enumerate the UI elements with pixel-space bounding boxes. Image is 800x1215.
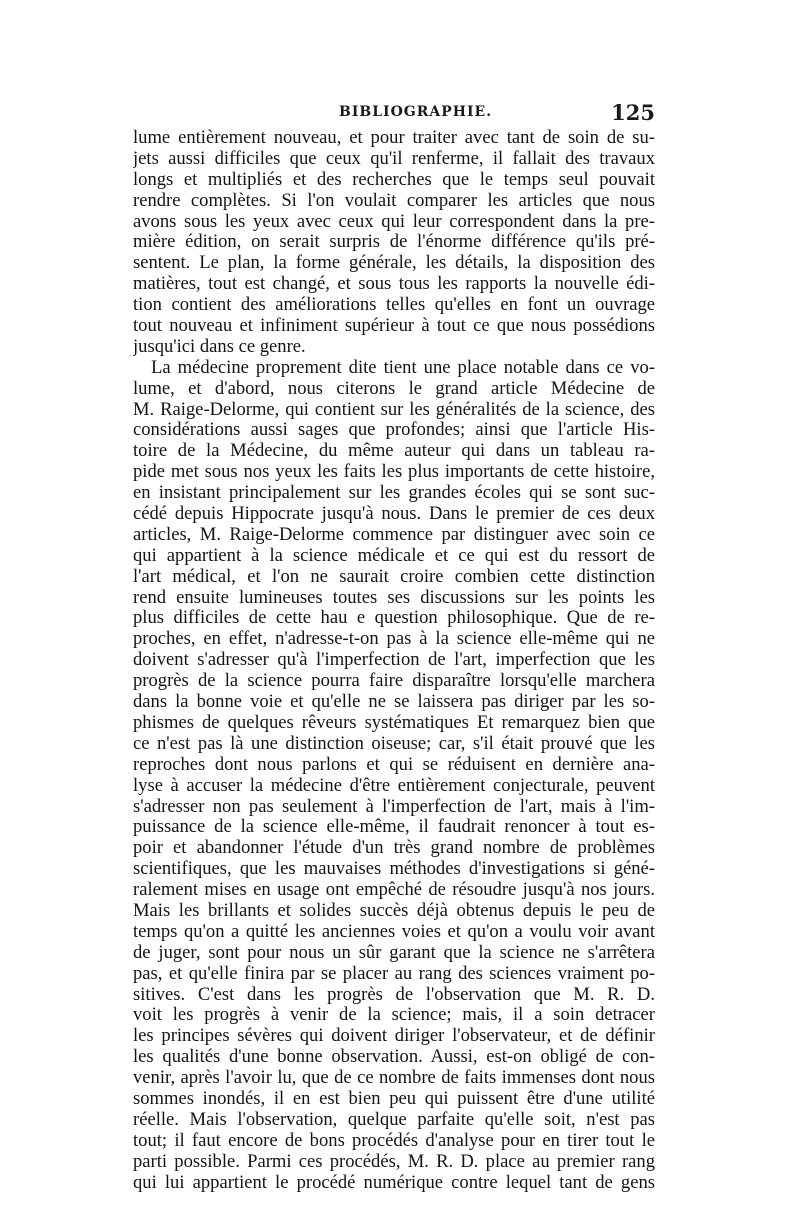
text-line: venir, après l'avoir lu, que de ce nombre de faits immenses dont nous	[133, 1068, 655, 1089]
text-line: qui appartient à la science médicale et ce qui est du ressort de	[133, 545, 655, 566]
text-line: poir et abandonner l'étude d'un très grand nombre de problèmes	[133, 838, 655, 859]
text-line: de juger, sont pour nous un sûr garant que la science ne s'arrêtera	[133, 942, 655, 963]
text-line: plus difficiles de cette hau e question philosophique. Que de re-	[133, 608, 655, 629]
text-line: pas, et qu'elle finira par se placer au rang des sciences vraiment po-	[133, 963, 655, 984]
text-line: jets aussi difficiles que ceux qu'il renferme, il fallait des travaux	[133, 148, 655, 169]
text-line: qui lui appartient le procédé numérique contre lequel tant de gens	[133, 1172, 655, 1193]
text-line: matières, tout est changé, et sous tous les rapports la nouvelle édi-	[133, 274, 655, 295]
body-text	[133, 128, 655, 1193]
running-title: BIBLIOGRAPHIE.	[339, 104, 493, 120]
text-line: lume entièrement nouveau, et pour traiter avec tant de soin de su-	[133, 128, 655, 148]
text-line: jusqu'ici dans ce genre.	[133, 336, 306, 357]
text-line: dans la bonne voie et qu'elle ne se laissera pas diriger par les so-	[133, 692, 655, 713]
text-line: progrès de la science pourra faire disparaître lorsqu'elle marchera	[133, 671, 655, 692]
text-line: puissance de la science elle-même, il faudrait renoncer à tout es-	[133, 817, 655, 838]
text-line: doivent s'adresser qu'à l'imperfection de l'art, imperfection que les	[133, 650, 655, 671]
text-line: longs et multipliés et des recherches que le temps seul pouvait	[133, 169, 655, 190]
text-line: sitives. C'est dans les progrès de l'observation que M. R. D.	[133, 984, 655, 1005]
text-line: La médecine proprement dite tient une place notable dans ce vo-	[151, 357, 655, 378]
text-line: voit les progrès à venir de la science; mais, il a soin detracer	[133, 1005, 655, 1026]
page-number: 125	[611, 100, 655, 125]
text-line: ce n'est pas là une distinction oiseuse; car, s'il était prouvé que les	[133, 733, 655, 754]
text-line: considérations aussi sages que profondes; ainsi que l'article His-	[133, 420, 655, 441]
text-line: reproches dont nous parlons et qui se réduisent en dernière ana-	[133, 754, 655, 775]
text-line: avons sous les yeux avec ceux qui leur correspondent dans la pre-	[133, 211, 655, 232]
text-line: lume, et d'abord, nous citerons le grand article Médecine de	[133, 378, 655, 399]
text-line: parti possible. Parmi ces procédés, M. R. D. place au premier rang	[133, 1151, 655, 1172]
text-line: ralement mises en usage ont empêché de résoudre jusqu'à nos jours.	[133, 880, 655, 901]
text-line: rendre complètes. Si l'on voulait comparer les articles que nous	[133, 190, 655, 211]
text-line: cédé depuis Hippocrate jusqu'à nous. Dans le premier de ces deux	[133, 504, 655, 525]
text-line: M. Raige-Delorme, qui contient sur les généralités de la science, des	[133, 399, 655, 420]
text-line: en insistant principalement sur les grandes écoles qui se sont suc-	[133, 483, 655, 504]
text-line: proches, en effet, n'adresse-t-on pas à la science elle-même qui ne	[133, 629, 655, 650]
text-line: tout nouveau et infiniment supérieur à tout ce que nous possédions	[133, 316, 655, 337]
text-line: l'art médical, et l'on ne saurait croire combien cette distinction	[133, 566, 655, 587]
text-line: les qualités d'une bonne observation. Aussi, est-on obligé de con-	[133, 1047, 655, 1068]
text-line: scientifiques, que les mauvaises méthodes d'investigations si géné-	[133, 859, 655, 880]
text-line: lyse à accuser la médecine d'être entièrement conjecturale, peuvent	[133, 775, 655, 796]
text-line: réelle. Mais l'observation, quelque parfaite qu'elle soit, n'est pas	[133, 1109, 655, 1130]
text-line: phismes de quelques rêveurs systématiques Et remarquez bien que	[133, 712, 655, 733]
text-line: articles, M. Raige-Delorme commence par distinguer avec soin ce	[133, 524, 655, 545]
text-line: toire de la Médecine, du même auteur qui dans un tableau ra-	[133, 441, 655, 462]
text-line: pide met sous nos yeux les faits les plus importants de cette histoire,	[133, 462, 655, 483]
text-line: mière édition, on serait surpris de l'énorme différence qu'ils pré-	[133, 232, 655, 253]
text-line: les principes sévères qui doivent diriger l'observateur, et de définir	[133, 1026, 655, 1047]
text-line: sentent. Le plan, la forme générale, les détails, la disposition des	[133, 253, 655, 274]
text-line: tion contient des améliorations telles qu'elles en font un ouvrage	[133, 295, 655, 316]
text-line: tout; il faut encore de bons procédés d'analyse pour en tirer tout le	[133, 1130, 655, 1151]
text-line: Mais les brillants et solides succès déjà obtenus depuis le peu de	[133, 900, 655, 921]
text-line: rend ensuite lumineuses toutes ses discussions sur les points les	[133, 587, 655, 608]
text-line: s'adresser non pas seulement à l'imperfection de l'art, mais à l'im-	[133, 796, 655, 817]
text-line: sommes inondés, il en est bien peu qui puissent être d'une utilité	[133, 1088, 655, 1109]
text-line: temps qu'on a quitté les anciennes voies et qu'on a voulu voir avant	[133, 921, 655, 942]
running-head	[133, 100, 655, 124]
